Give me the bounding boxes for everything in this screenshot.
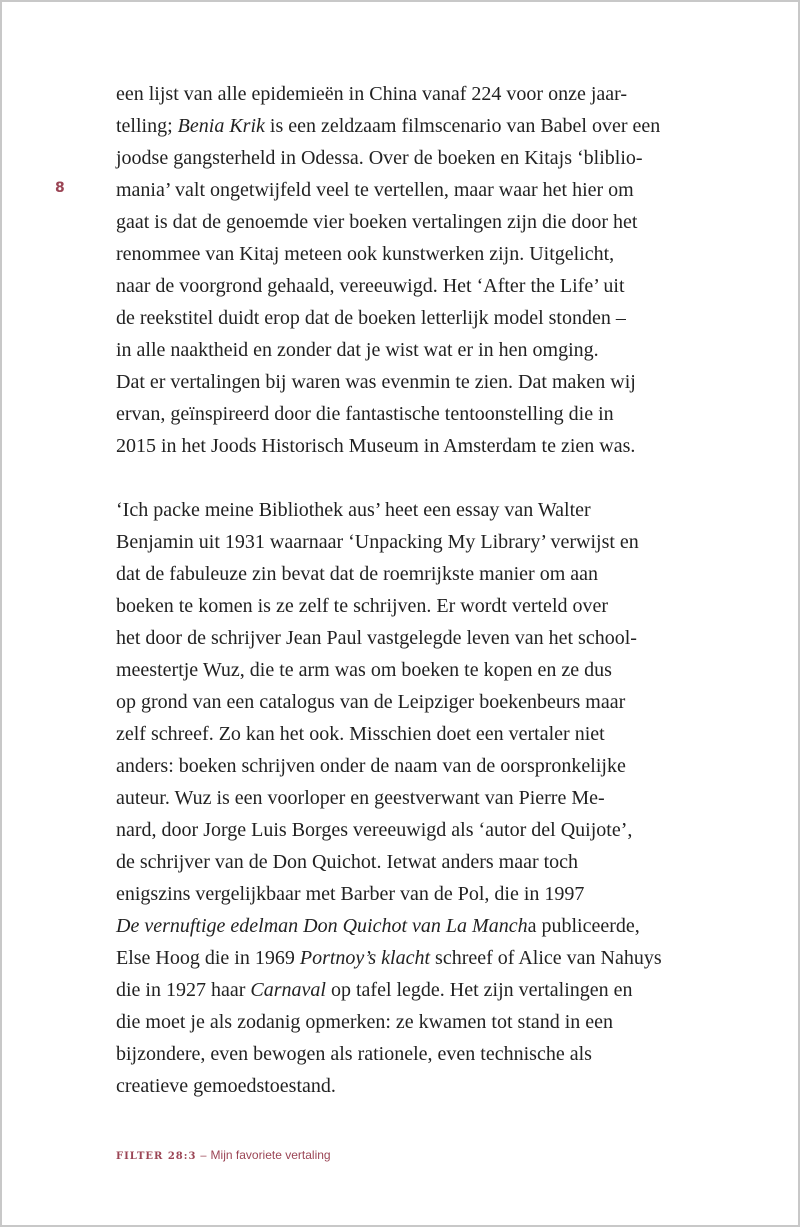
text-run: dat de fabuleuze zin bevat dat de roemrijkste manier om aan: [116, 563, 599, 585]
italic-title: De vernuftige edelman Don Quichot van La Manch: [116, 915, 528, 937]
text-line: [116, 334, 706, 366]
text-run: bijzondere, even bewogen als rationele, even technische als: [116, 1043, 592, 1065]
text-run: is een zeldzaam filmscenario van Babel over een: [264, 115, 661, 137]
paragraph-break: [116, 462, 706, 494]
text-run: ervan, geïnspireerd door die fantastische tentoonstelling die in: [116, 403, 614, 425]
text-run: in alle naaktheid en zonder dat je wist wat er in hen omging.: [116, 339, 599, 361]
text-line: [116, 398, 706, 430]
text-line: [116, 558, 706, 590]
text-line: [116, 782, 706, 814]
text-run: het door de schrijver Jean Paul vastgelegde leven van het school-: [116, 627, 637, 649]
text-line: [116, 1038, 706, 1070]
italic-title: Carnaval: [250, 979, 326, 1001]
text-run: schreef of Alice van Nahuys: [430, 947, 662, 969]
text-run: een lijst van alle epidemieën in China vanaf 224 voor onze jaar-: [116, 83, 628, 105]
text-run: op grond van een catalogus van de Leipziger boekenbeurs maar: [116, 691, 626, 713]
text-line: [116, 78, 706, 110]
text-line: [116, 430, 706, 462]
text-line: [116, 878, 706, 910]
text-run: ‘Ich packe meine Bibliothek aus’ heet een essay van Walter: [116, 499, 591, 521]
italic-title: Benia Krik: [177, 115, 265, 137]
italic-title: Portnoy’s klacht: [299, 947, 431, 969]
text-run: naar de voorgrond gehaald, vereeuwigd. Het ‘After the Life’ uit: [116, 275, 625, 297]
text-line: [116, 366, 706, 398]
text-run: a publiceerde,: [527, 915, 640, 937]
text-run: telling;: [116, 115, 178, 137]
text-run: 2015 in het Joods Historisch Museum in Amsterdam te zien was.: [116, 435, 636, 457]
text-line: [116, 142, 706, 174]
running-footer: [116, 1148, 331, 1162]
text-run: nard, door Jorge Luis Borges vereeuwigd als ‘autor del Quijote’,: [116, 819, 633, 841]
body-text: [116, 78, 706, 1102]
text-run: anders: boeken schrijven onder de naam van de oorspronkelijke: [116, 755, 626, 777]
text-line: [116, 974, 706, 1006]
text-run: de reekstitel duidt erop dat de boeken letterlijk model stonden –: [116, 307, 626, 329]
text-line: [116, 494, 706, 526]
text-line: [116, 942, 706, 974]
text-run: renommee van Kitaj meteen ook kunstwerken zijn. Uitgelicht,: [116, 243, 615, 265]
text-line: [116, 270, 706, 302]
text-line: [116, 526, 706, 558]
text-run: meestertje Wuz, die te arm was om boeken te kopen en ze dus: [116, 659, 612, 681]
page-number: 8: [55, 180, 65, 196]
text-run: boeken te komen is ze zelf te schrijven. Er wordt verteld over: [116, 595, 609, 617]
text-run: auteur. Wuz is een voorloper en geestverwant van Pierre Me-: [116, 787, 605, 809]
text-line: [116, 110, 706, 142]
text-run: Benjamin uit 1931 waarnaar ‘Unpacking My Library’ verwijst en: [116, 531, 639, 553]
text-line: [116, 1070, 706, 1102]
text-line: [116, 206, 706, 238]
footer-section-title: Mijn favoriete vertaling: [210, 1148, 331, 1162]
text-run: de schrijver van de Don Quichot. Ietwat anders maar toch: [116, 851, 579, 873]
text-line: [116, 686, 706, 718]
text-run: joodse gangsterheld in Odessa. Over de boeken en Kitajs ‘bliblio-: [116, 147, 643, 169]
text-run: gaat is dat de genoemde vier boeken vertalingen zijn die door het: [116, 211, 638, 233]
text-run: creatieve gemoedstoestand.: [116, 1075, 336, 1097]
text-run: enigszins vergelijkbaar met Barber van de Pol, die in 1997: [116, 883, 585, 905]
text-run: mania’ valt ongetwijfeld veel te vertellen, maar waar het hier om: [116, 179, 634, 201]
text-line: [116, 1006, 706, 1038]
text-run: die moet je als zodanig opmerken: ze kwamen tot stand in een: [116, 1011, 614, 1033]
footer-separator: –: [200, 1150, 207, 1162]
text-line: [116, 718, 706, 750]
text-line: [116, 654, 706, 686]
text-line: [116, 622, 706, 654]
text-run: Else Hoog die in 1969: [116, 947, 300, 969]
text-line: [116, 174, 706, 206]
text-run: op tafel legde. Het zijn vertalingen en: [325, 979, 633, 1001]
text-run: Dat er vertalingen bij waren was evenmin te zien. Dat maken wij: [116, 371, 636, 393]
text-run: zelf schreef. Zo kan het ook. Misschien doet een vertaler niet: [116, 723, 605, 745]
text-line: [116, 910, 706, 942]
footer-journal-name: FILTER 28:3: [116, 1151, 197, 1162]
text-line: [116, 590, 706, 622]
text-run: die in 1927 haar: [116, 979, 251, 1001]
text-line: [116, 814, 706, 846]
text-line: [116, 302, 706, 334]
text-line: [116, 750, 706, 782]
text-line: [116, 238, 706, 270]
text-line: [116, 846, 706, 878]
